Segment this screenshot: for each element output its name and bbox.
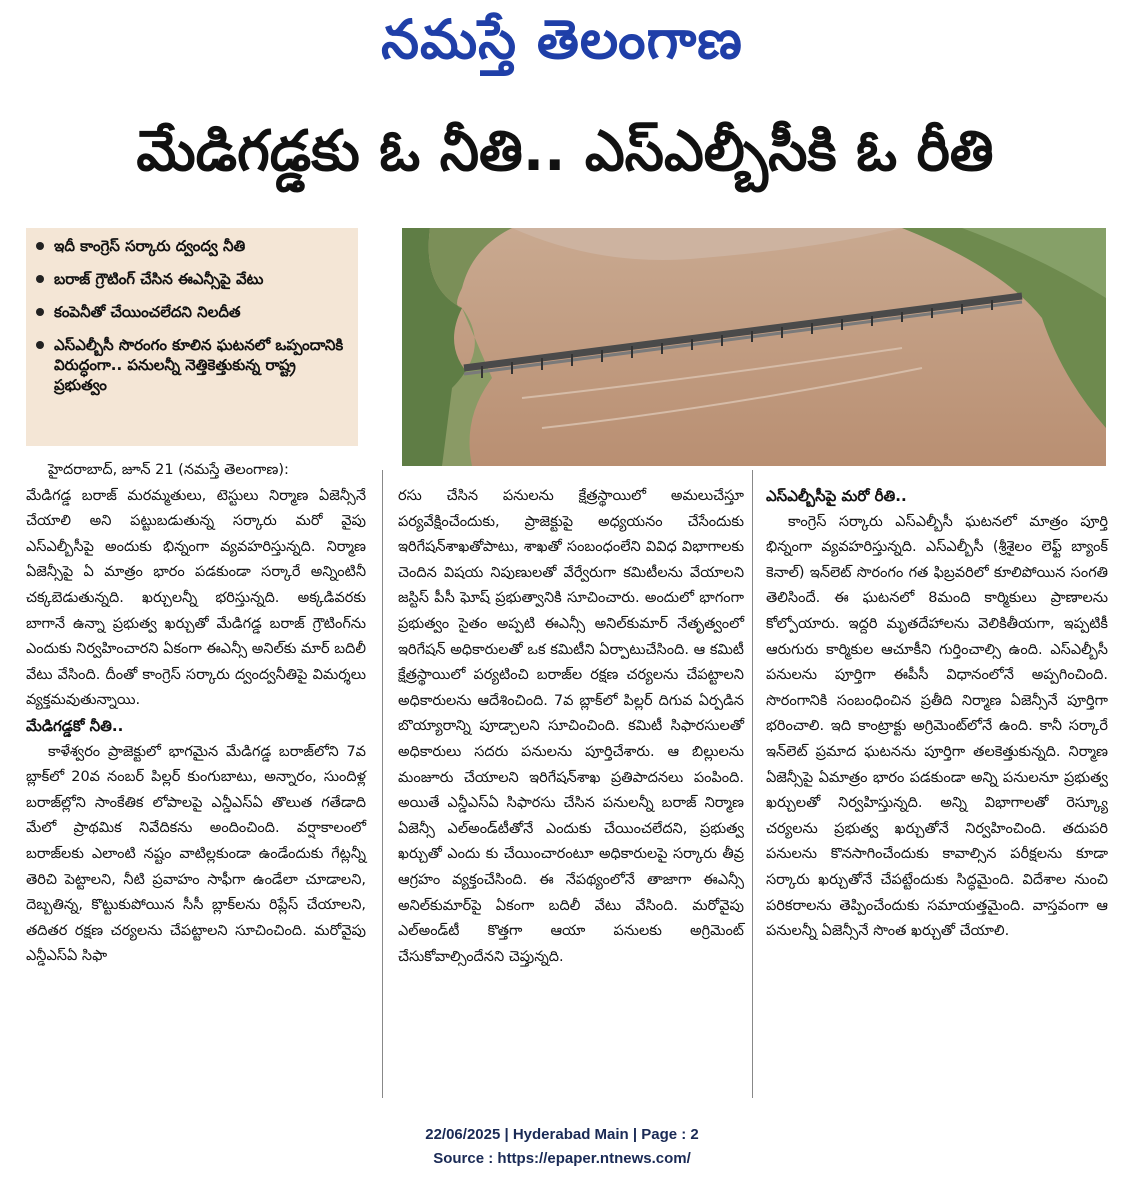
footer-source-link[interactable]: Source : https://epaper.ntnews.com/ <box>433 1150 691 1167</box>
highlight-item: కంపెనీతో చేయించలేదని నిలదీత <box>36 302 352 322</box>
highlight-item: ఇదీ కాంగ్రెస్ సర్కారు ద్వంద్వ నీతి <box>36 236 352 256</box>
column-divider <box>382 470 383 1098</box>
barrage-aerial-image <box>402 228 1106 466</box>
section-subhead: ఎస్ఎల్బీసీపై మరో రీతి.. <box>766 487 907 505</box>
highlight-item: ఎస్ఎల్బీసీ సొరంగం కూలిన ఘటనలో ఒప్పందానికి విరుద్ధంగా.. పనులన్నీ నెత్తికెత్తుకున్న రాష్ట్ర ప్రభుత్వం <box>36 335 352 395</box>
barrage-photo <box>402 228 1106 466</box>
bullet-icon <box>36 308 44 316</box>
highlight-item: బరాజ్ గ్రౌటింగ్ చేసిన ఈఎన్సీపై వేటు <box>36 269 352 289</box>
highlights-box <box>26 228 358 446</box>
column-divider <box>752 470 753 1098</box>
article-paragraph: కాంగ్రెస్ సర్కారు ఎస్ఎల్బీసీ ఘటనలో మాత్రం పూర్తి భిన్నంగా వ్యవహరిస్తున్నది. ఎస్ఎల్బీసీ (శ్రీశైలం లెఫ్ట్ బ్యాంక్ కెనాల్) ఇన్‌లెట్ సొరంగం గత ఫిబ్రవరిలో కూలిపోయిన సంగతి తెలిసిందే. ఈ ఘటనలో 8మంది కార్మికులు ప్రాణాలను కోల్పోయారు. ఇద్దరి మృతదేహాలను వెలికితీయగా, ఇప్పటికీ ఆరుగురు కార్మికుల ఆచూకీని గుర్తించాల్సి ఉంది. ఎస్ఎల్బీసీ పనులను పూర్తిగా ఈపీసీ విధానంలోనే అప్పగించింది. సొరంగానికి సంబంధించిన ప్రతీది నిర్మాణ ఏజెన్సీనే పూర్తిగా భరించాలి. ఇది కాంట్రాక్టు అగ్రిమెంట్‌లోనే ఉంది. కానీ సర్కారే ఇన్‌లెట్ ప్రమాద ఘటనను పూర్తిగా తలకెత్తుకున్నది. నిర్మాణ ఏజెన్సీపై ఏమాత్రం భారం పడకుండా అన్ని పనులనూ ప్రభుత్వ ఖర్చులతో నిర్వహిస్తున్నది. అన్ని విభాగాలతో రెస్క్యూ చర్యలను ప్రభుత్వ ఖర్చుతోనే నిర్వహించింది. తదుపరి పనులను కొనసాగించేందుకు కావాల్సిన పరీక్షలను కూడా సర్కారు ఖర్చుతోనే చేపట్టేందుకు సిద్ధమైంది. విదేశాల నుంచి పరికరాలను తెప్పించేందుకు సమాయత్తమైంది. వాస్తవంగా ఆ పనులన్నీ ఏజెన్సీనే సొంత ఖర్చుతో చేయాలి. <box>766 513 1108 940</box>
article-headline: మేడిగడ్డకు ఓ నీతి.. ఎస్ఎల్బీసీకి ఓ రీతి <box>136 119 994 184</box>
article-paragraph: మేడిగడ్డ బరాజ్ మరమ్మతులు, టెస్టులు నిర్మాణ ఏజెన్సీనే చేయాలి అని పట్టుబడుతున్న సర్కారు మరో వైపు ఎస్ఎల్బీసీపై అందుకు భిన్నంగా వ్యవహరిస్తున్నది. నిర్మాణ ఏజెన్సీపై ఏ మాత్రం భారం పడకుండా సర్కారే అన్నింటినీ చక్కబెడుతున్నది. ఖర్చులన్నీ భరిస్తున్నది. అక్కడివరకు బాగానే ఉన్నా ప్రభుత్వ ఖర్చుతో మేడిగడ్డ బరాజ్ గ్రౌటింగ్‌ను ఎందుకు నిర్వహించారని ఏకంగా ఈఎన్సీ అనిల్‌కు మార్ బదిలీ వేటు వేసింది. దీంతో కాంగ్రెస్ సర్కారు ద్వంద్వనీతిపై విమర్శలు వ్యక్తమవుతున్నాయి. <box>26 487 366 709</box>
article-column-1 <box>26 458 366 970</box>
bullet-icon <box>36 275 44 283</box>
article-paragraph: రసు చేసిన పనులను క్షేత్రస్థాయిలో అమలుచేస్తూ పర్యవేక్షించేందుకు, ప్రాజెక్టుపై అధ్యయనం చేసేందుకు ఇరిగేషన్‌శాఖతోపాటు, శాఖతో సంబంధంలేని వివిధ విభాగాలకు చెందిన విషయ నిపుణులతో వేర్వేరుగా కమిటీలను వేయాలని జస్టిస్ పీసీ ఘోష్ ప్రభుత్వానికి సూచించారు. అందులో భాగంగా ప్రభుత్వం సైతం అప్పటి ఈఎన్సీ అనిల్‌కుమార్ నేతృత్వంలో ఇరిగేషన్ అధికారులతో ఒక కమిటీని ఏర్పాటుచేసింది. ఆ కమిటీ క్షేత్రస్థాయిలో పర్యటించి బరాజ్‌ల రక్షణ చర్యలను చేపట్టాలని అధికారులను ఆదేశించింది. 7వ బ్లాక్‌లో పిల్లర్ దిగువ ఏర్పడిన బొయ్యారాన్ని పూడ్చాలని సూచించింది. కమిటీ సిఫారసులతో అధికారులు సదరు పనులను పూర్తిచేశారు. ఆ బిల్లులను మంజూరు చేయాలని ఇరిగేషన్‌శాఖ ప్రతిపాదనలు పంపింది. అయితే ఎన్డీఎస్ఏ సిఫారసు చేసిన పనులన్నీ బరాజ్ నిర్మాణ ఏజెన్సీ ఎల్అండ్‌టీతోనే ఎందుకు చేయించలేదని, ప్రభుత్వ ఖర్చుతో ఎందు కు చేయించారంటూ అధికారులపై సర్కారు తీవ్ర ఆగ్రహం వ్యక్తంచేసింది. ఈ నేపథ్యంలోనే తాజాగా ఈఎన్సీ అనిల్‌కుమార్‌పై ఏకంగా బదిలీ వేటు వేసింది. మరోవైపు ఎల్అండ్‌టీ కొత్తగా ఆయా పనులకు అగ్రిమెంట్ చేసుకోవాల్సిందేనని చెప్తున్నది. <box>398 488 744 965</box>
article-column-3 <box>766 484 1108 945</box>
bullet-icon <box>36 341 44 349</box>
footer-edition-info: 22/06/2025 | Hyderabad Main | Page : 2 <box>425 1126 699 1143</box>
section-subhead: మేడిగడ్డకో నీతి.. <box>26 716 124 735</box>
bullet-icon <box>36 242 44 250</box>
dateline: హైదరాబాద్, జూన్ 21 (నమస్తే తెలంగాణ): <box>48 462 289 478</box>
newspaper-masthead: నమస్తే తెలంగాణ <box>381 8 743 71</box>
article-column-2 <box>398 484 744 970</box>
article-paragraph: కాళేశ్వరం ప్రాజెక్టులో భాగమైన మేడిగడ్డ బరాజ్‌లోని 7వ బ్లాక్‌లో 20వ నంబర్ పిల్లర్ కుంగుబాటు, అన్నారం, సుందిళ్ల బరాజ్‌ల్లోని సాంకేతిక లోపాలపై ఎన్డీఎస్ఏ తొలుత గతేడాది మేలో ప్రాథమిక నివేదికను అందించింది. వర్షాకాలంలో బరాజ్‌లకు ఎలాంటి నష్టం వాటిల్లకుండా ఉండేందుకు గేట్లన్నీ తెరిచి పెట్టాలని, నీటి ప్రవాహం సాఫీగా ఉండేలా చూడాలని, దెబ్బతిన్న, కొట్టుకుపోయిన సీసీ బ్లాక్‌లను రిప్లేస్ చేయాలని, తదితర రక్షణ చర్యలను చేపట్టాలని సూచించింది. మరోవైపు ఎన్డీఎస్ఏ సిఫా <box>26 743 366 965</box>
